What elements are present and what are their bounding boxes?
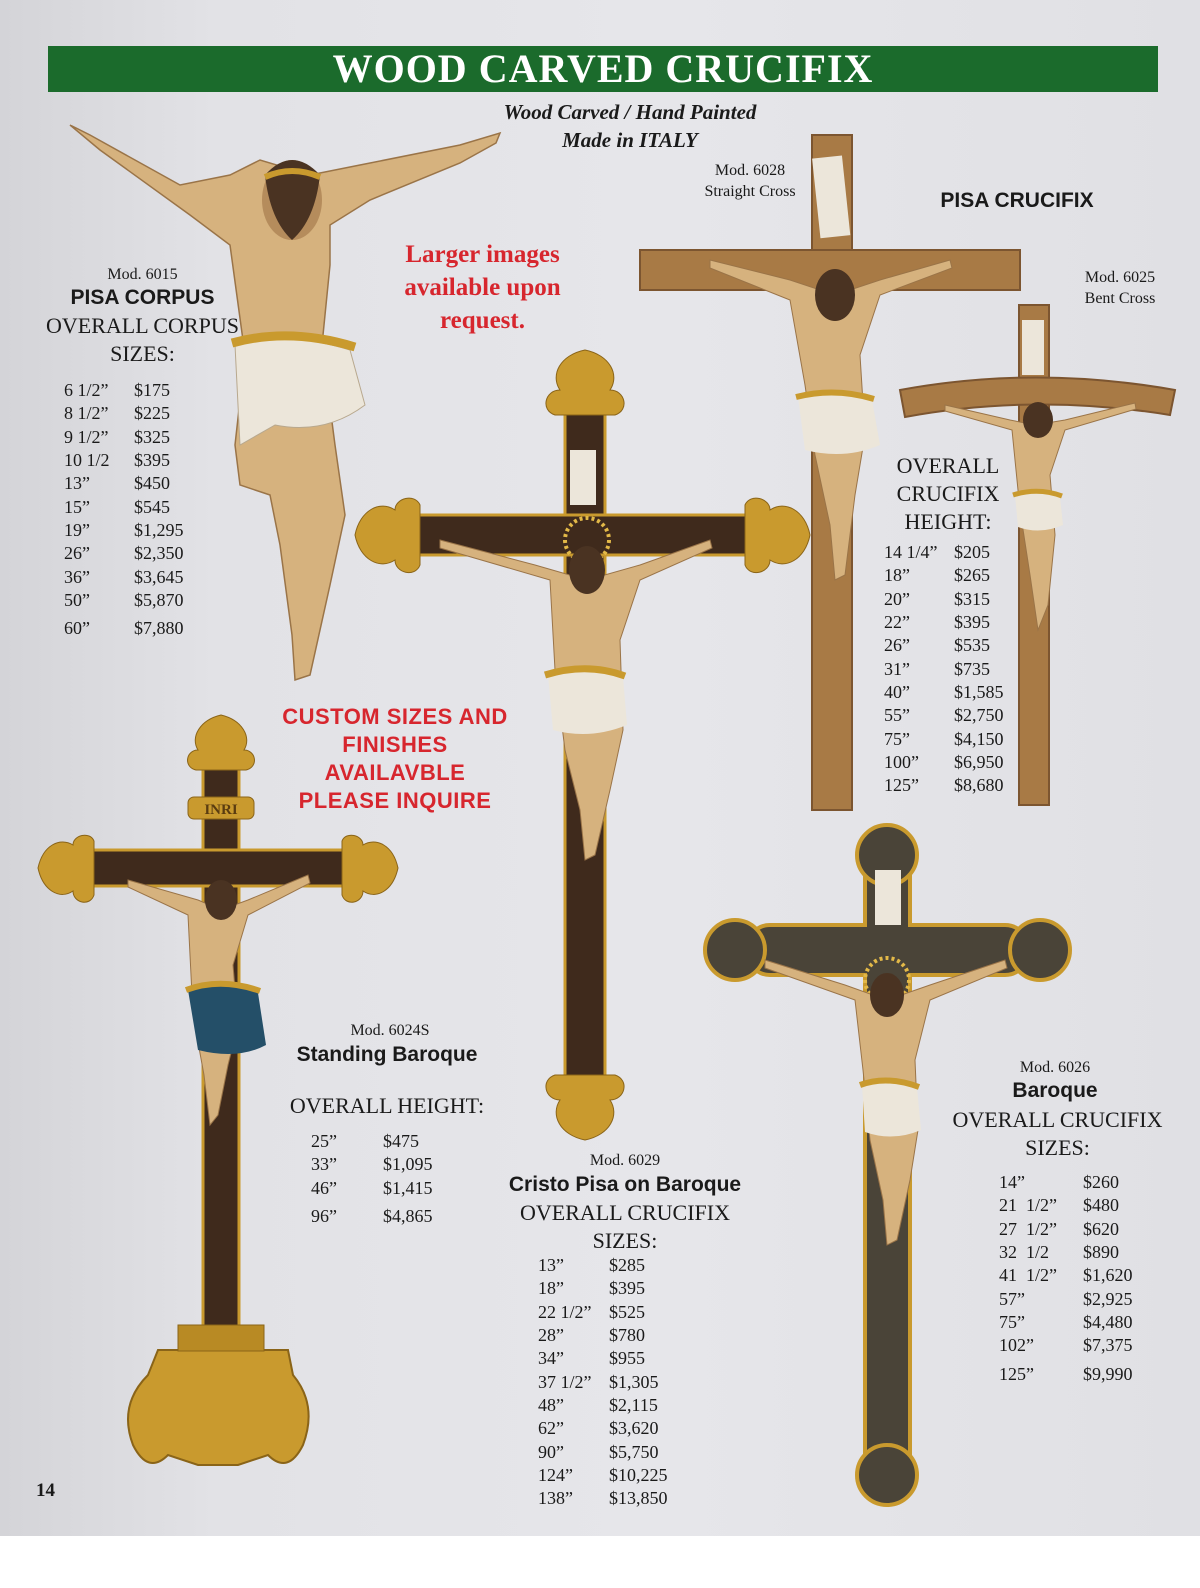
price-row: [884, 588, 1004, 611]
corpus-model-number: Mod. 6015: [107, 266, 178, 283]
price-row: [311, 1200, 433, 1228]
size-cell: 100”: [884, 751, 919, 772]
price-cell: $395: [954, 612, 990, 633]
size-cell: 125”: [999, 1363, 1034, 1384]
price-cell: $1,620: [1083, 1265, 1133, 1286]
price-cell: $7,375: [1083, 1335, 1133, 1356]
price-cell: $9,990: [1083, 1363, 1133, 1384]
price-row: [64, 449, 184, 472]
page-number: 14: [36, 1480, 55, 1501]
price-cell: $3,620: [609, 1418, 659, 1439]
price-row: [64, 565, 184, 588]
bent-cross-caption: [1055, 267, 1185, 309]
price-row: [884, 541, 1004, 564]
pisa-crucifix-name: PISA CRUCIFIX: [940, 189, 1094, 212]
size-cell: 22”: [884, 612, 910, 633]
price-cell: $7,880: [134, 618, 184, 639]
size-cell: 10 1/2: [64, 450, 110, 471]
size-cell: 34”: [538, 1348, 564, 1369]
size-cell: 125”: [884, 775, 919, 796]
bent-cross-label: Bent Cross: [1084, 290, 1156, 307]
price-row: [999, 1287, 1133, 1310]
pisa-crucifix-heading-line-3: HEIGHT:: [904, 509, 992, 534]
price-cell: $780: [609, 1325, 645, 1346]
price-row: [64, 379, 184, 402]
price-cell: $1,295: [134, 519, 184, 540]
price-cell: $545: [134, 496, 170, 517]
baroque-heading: [930, 1106, 1185, 1162]
size-cell: 50”: [64, 589, 90, 610]
price-cell: $395: [134, 450, 170, 471]
price-row: [311, 1130, 433, 1153]
subtitle-line-2: Made in ITALY: [562, 128, 698, 152]
price-row: [311, 1153, 433, 1176]
larger-images-line-2: available upon: [404, 274, 561, 301]
standing-baroque-model-number: Mod. 6024S: [350, 1022, 430, 1039]
custom-line-3: AVAILAVBLE: [324, 760, 466, 785]
price-row: [64, 612, 184, 640]
baroque-name: Baroque: [1012, 1079, 1098, 1102]
custom-line-2: FINISHES: [342, 732, 448, 757]
price-row: [999, 1264, 1133, 1287]
corpus-price-table: [64, 379, 184, 640]
price-row: [538, 1394, 668, 1417]
price-cell: $175: [134, 380, 170, 401]
price-row: [884, 774, 1004, 797]
size-cell: 31”: [884, 658, 910, 679]
price-cell: $735: [954, 658, 990, 679]
larger-images-line-1: Larger images: [405, 241, 560, 268]
price-cell: $395: [609, 1278, 645, 1299]
bent-cross-model-number: Mod. 6025: [1084, 269, 1156, 286]
price-row: [538, 1440, 668, 1463]
price-row: [538, 1417, 668, 1440]
price-row: [999, 1311, 1133, 1334]
price-row: [538, 1487, 668, 1510]
custom-sizes-note: [255, 703, 535, 815]
larger-images-line-3: request.: [440, 307, 525, 334]
price-row: [999, 1357, 1133, 1385]
corpus-heading-line-1: OVERALL CORPUS: [46, 313, 239, 338]
price-row: [884, 681, 1004, 704]
cristo-pisa-price-table: [538, 1254, 668, 1510]
price-row: [999, 1241, 1133, 1264]
price-cell: $205: [954, 542, 990, 563]
price-row: [64, 519, 184, 542]
price-row: [538, 1324, 668, 1347]
price-cell: $10,225: [609, 1464, 668, 1485]
price-cell: $13,850: [609, 1488, 668, 1509]
larger-images-note: [370, 238, 595, 337]
price-row: [64, 589, 184, 612]
size-cell: 21 1/2”: [999, 1195, 1057, 1216]
price-cell: $2,115: [609, 1394, 658, 1415]
price-cell: $8,680: [954, 775, 1004, 796]
size-cell: 22 1/2”: [538, 1301, 592, 1322]
size-cell: 90”: [538, 1441, 564, 1462]
price-cell: $2,750: [954, 705, 1004, 726]
price-row: [538, 1301, 668, 1324]
price-cell: $620: [1083, 1218, 1119, 1239]
cristo-pisa-heading-line-2: SIZES:: [592, 1228, 658, 1253]
custom-line-4: PLEASE INQUIRE: [298, 788, 492, 813]
price-cell: $535: [954, 635, 990, 656]
size-cell: 13”: [538, 1255, 564, 1276]
size-cell: 19”: [64, 519, 90, 540]
price-row: [538, 1370, 668, 1393]
price-cell: $225: [134, 403, 170, 424]
straight-cross-label: Straight Cross: [704, 183, 796, 200]
page-title: WOOD CARVED CRUCIFIX: [332, 46, 874, 91]
price-cell: $315: [954, 588, 990, 609]
size-cell: 55”: [884, 705, 910, 726]
size-cell: 20”: [884, 588, 910, 609]
size-cell: 18”: [538, 1278, 564, 1299]
cristo-pisa-model-number: Mod. 6029: [589, 1152, 661, 1169]
custom-line-1: CUSTOM SIZES AND: [282, 704, 508, 729]
price-cell: $4,480: [1083, 1311, 1133, 1332]
standing-baroque-heading: OVERALL HEIGHT:: [289, 1093, 485, 1118]
price-cell: $1,095: [383, 1154, 433, 1175]
size-cell: 75”: [999, 1311, 1025, 1332]
size-cell: 75”: [884, 728, 910, 749]
price-row: [64, 426, 184, 449]
pisa-crucifix-price-table: [884, 541, 1004, 797]
price-cell: $5,750: [609, 1441, 659, 1462]
size-cell: 36”: [64, 566, 90, 587]
price-row: [884, 751, 1004, 774]
straight-cross-model-number: Mod. 6028: [714, 162, 786, 179]
size-cell: 138”: [538, 1488, 573, 1509]
standing-baroque-price-table: [311, 1130, 433, 1228]
price-row: [538, 1277, 668, 1300]
price-cell: $1,305: [609, 1371, 659, 1392]
price-cell: $285: [609, 1255, 645, 1276]
size-cell: 102”: [999, 1335, 1034, 1356]
price-row: [884, 727, 1004, 750]
price-cell: $4,150: [954, 728, 1004, 749]
size-cell: 9 1/2”: [64, 426, 109, 447]
size-cell: 40”: [884, 681, 910, 702]
size-cell: 60”: [64, 618, 90, 639]
size-cell: 26”: [884, 635, 910, 656]
baroque-heading-line-2: SIZES:: [1025, 1135, 1090, 1160]
price-row: [64, 402, 184, 425]
price-row: [884, 704, 1004, 727]
price-cell: $525: [609, 1301, 645, 1322]
size-cell: 96”: [311, 1206, 337, 1227]
baroque-model-number: Mod. 6026: [1019, 1059, 1091, 1076]
corpus-product-name: PISA CORPUS: [70, 286, 215, 309]
price-row: [538, 1464, 668, 1487]
size-cell: 8 1/2”: [64, 403, 109, 424]
size-cell: 14”: [999, 1172, 1025, 1193]
price-row: [538, 1347, 668, 1370]
baroque-crucifix-image: [705, 820, 1075, 1510]
price-row: [884, 611, 1004, 634]
price-row: [999, 1194, 1133, 1217]
price-row: [311, 1177, 433, 1200]
price-row: [999, 1218, 1133, 1241]
price-cell: $5,870: [134, 589, 184, 610]
size-cell: 46”: [311, 1177, 337, 1198]
corpus-heading: [40, 312, 245, 368]
straight-cross-caption: [680, 160, 820, 202]
price-row: [884, 564, 1004, 587]
size-cell: 15”: [64, 496, 90, 517]
size-cell: 57”: [999, 1288, 1025, 1309]
size-cell: 28”: [538, 1325, 564, 1346]
size-cell: 124”: [538, 1464, 573, 1485]
price-cell: $1,415: [383, 1177, 433, 1198]
size-cell: 26”: [64, 543, 90, 564]
pisa-crucifix-heading-line-2: CRUCIFIX: [896, 481, 1000, 506]
price-cell: $4,865: [383, 1206, 433, 1227]
size-cell: 25”: [311, 1131, 337, 1152]
price-cell: $475: [383, 1131, 419, 1152]
cristo-pisa-name: Cristo Pisa on Baroque: [508, 1173, 742, 1196]
inri-label: INRI: [204, 802, 238, 818]
price-cell: $450: [134, 473, 170, 494]
price-cell: $6,950: [954, 751, 1004, 772]
cristo-pisa-heading: [500, 1199, 750, 1255]
price-cell: $890: [1083, 1242, 1119, 1263]
price-cell: $325: [134, 426, 170, 447]
price-cell: $480: [1083, 1195, 1119, 1216]
price-cell: $260: [1083, 1172, 1119, 1193]
price-row: [538, 1254, 668, 1277]
price-cell: $2,925: [1083, 1288, 1133, 1309]
price-cell: $265: [954, 565, 990, 586]
size-cell: 27 1/2”: [999, 1218, 1057, 1239]
price-cell: $3,645: [134, 566, 184, 587]
baroque-price-table: [999, 1171, 1133, 1386]
price-row: [64, 472, 184, 495]
baroque-heading-line-1: OVERALL CRUCIFIX: [952, 1107, 1163, 1132]
price-cell: $2,350: [134, 543, 184, 564]
size-cell: 37 1/2”: [538, 1371, 592, 1392]
cristo-pisa-heading-line-1: OVERALL CRUCIFIX: [519, 1200, 731, 1225]
subtitle-line-1: Wood Carved / Hand Painted: [503, 100, 757, 124]
size-cell: 14 1/4”: [884, 542, 938, 563]
price-row: [999, 1171, 1133, 1194]
size-cell: 32 1/2: [999, 1242, 1050, 1263]
size-cell: 6 1/2”: [64, 380, 109, 401]
pisa-crucifix-heading: [868, 452, 1028, 536]
pisa-crucifix-heading-line-1: OVERALL: [896, 453, 1000, 478]
price-cell: $955: [609, 1348, 645, 1369]
size-cell: 33”: [311, 1154, 337, 1175]
standing-baroque-name: Standing Baroque: [296, 1043, 478, 1066]
price-row: [64, 542, 184, 565]
size-cell: 18”: [884, 565, 910, 586]
size-cell: 41 1/2”: [999, 1265, 1057, 1286]
size-cell: 13”: [64, 473, 90, 494]
price-row: [884, 634, 1004, 657]
size-cell: 48”: [538, 1394, 564, 1415]
price-row: [884, 657, 1004, 680]
price-row: [64, 495, 184, 518]
size-cell: 62”: [538, 1418, 564, 1439]
price-row: [999, 1334, 1133, 1357]
corpus-heading-line-2: SIZES:: [110, 341, 175, 366]
page-title-banner: [48, 46, 1158, 92]
price-cell: $1,585: [954, 681, 1004, 702]
